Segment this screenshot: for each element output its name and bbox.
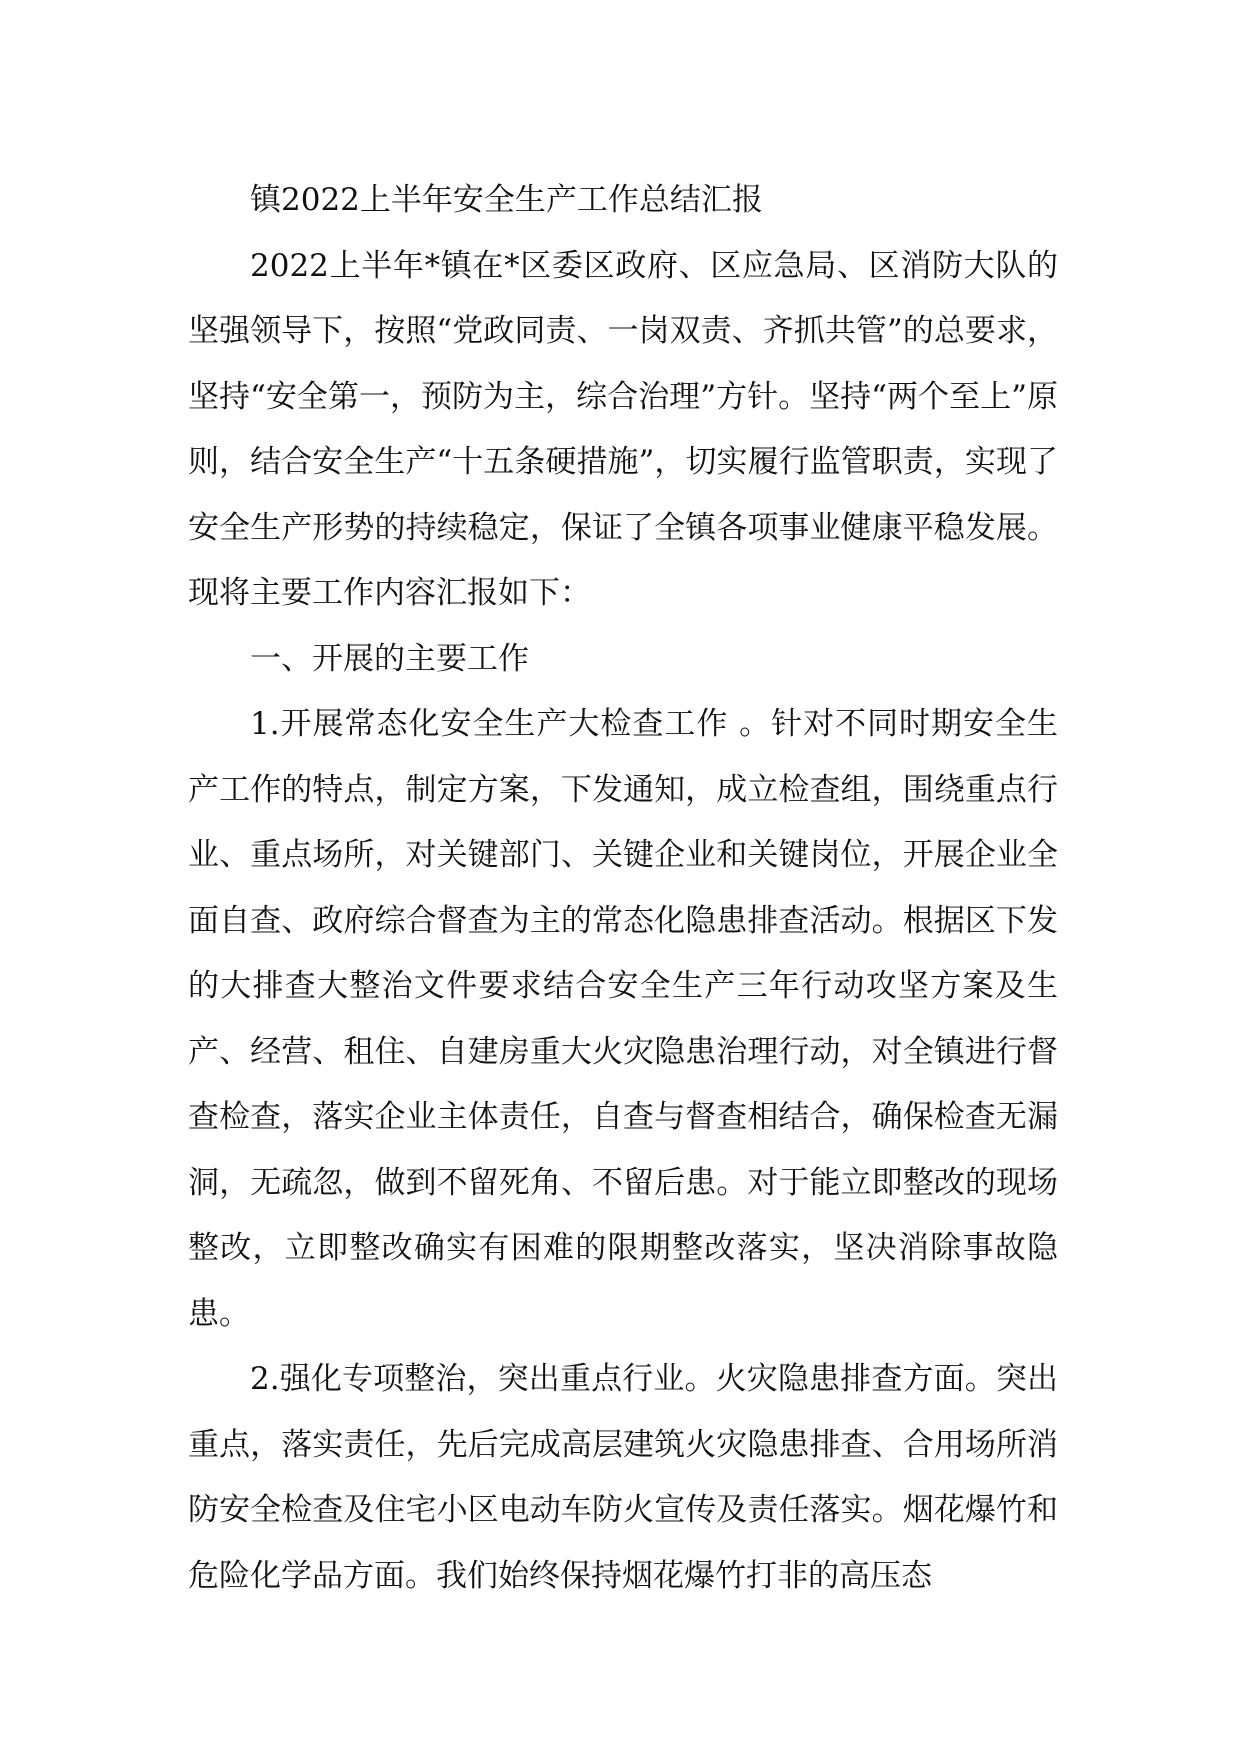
body-paragraph: 1.开展常态化安全生产大检查工作 。针对不同时期安全生产工作的特点，制定方案，下发通知，成立检查组，围绕重点行业、重点场所，对关键部门、关键企业和关键岗位，开展企业全面自查、政府综合督查为主的常态化隐患排查活动。根据区下发的大排查大整治文件要求结合安全生产三年行动攻坚方案及生产、经营、租住、自建房重大火灾隐患治理行动，对全镇进行督查检查，落实企业主体责任，自查与督查相结合，确保检查无漏洞，无疏忽，做到不留死角、不留后患。对于能立即整改的现场整改，立即整改确实有困难的限期整改落实，坚决消除事故隐患。 <box>188 706 1058 1332</box>
document-body <box>188 168 1058 1609</box>
document-title: 镇2022上半年安全生产工作总结汇报 <box>250 182 763 218</box>
body-paragraph: 2.强化专项整治，突出重点行业。火灾隐患排查方面。突出重点，落实责任，先后完成高层建筑火灾隐患排查、合用场所消防安全检查及住宅小区电动车防火宣传及责任落实。烟花爆竹和危险化学品方面。我们始终保持烟花爆竹打非的高压态 <box>188 1361 1058 1594</box>
section-heading: 一、开展的主要工作 <box>250 640 529 677</box>
intro-paragraph: 2022上半年*镇在*区委区政府、区应急局、区消防大队的坚强领导下，按照“党政同责、一岗双责、齐抓共管”的总要求，坚持“安全第一，预防为主，综合治理”方针。坚持“两个至上”原则，结合安全生产“十五条硬措施”，切实履行监管职责，实现了安全生产形势的持续稳定，保证了全镇各项事业健康平稳发展。现将主要工作内容汇报如下： <box>188 247 1058 611</box>
